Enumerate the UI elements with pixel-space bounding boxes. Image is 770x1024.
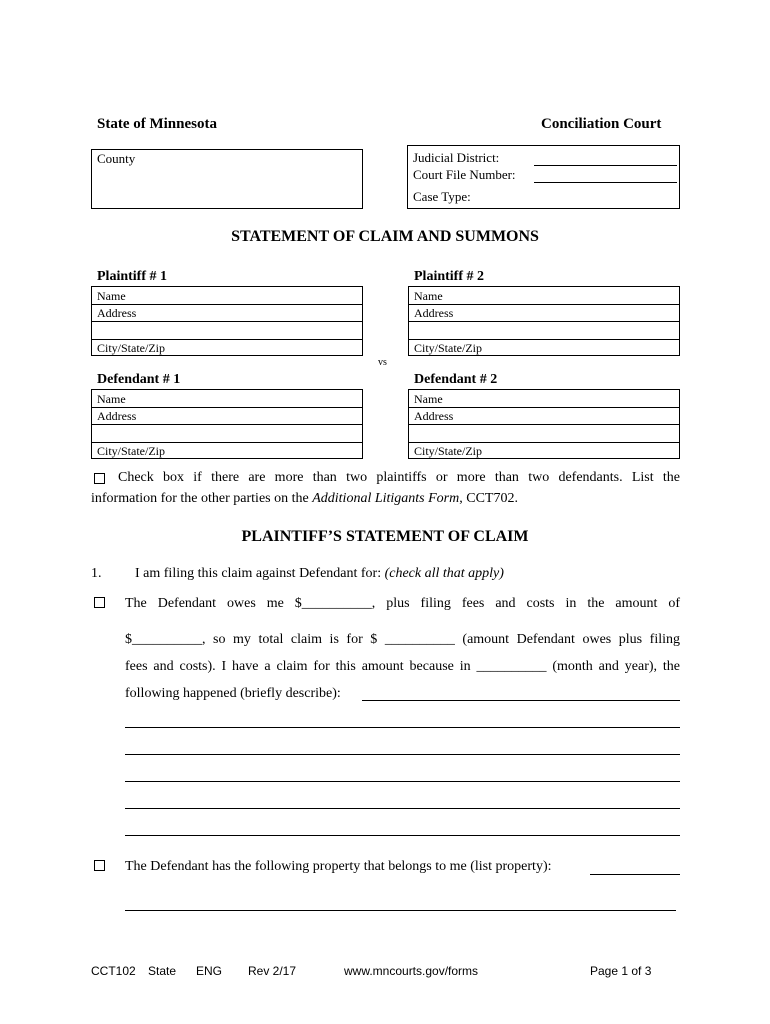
- plaintiff1-heading: Plaintiff # 1: [97, 269, 167, 284]
- judicial-district-field[interactable]: [534, 165, 677, 166]
- county-label: County: [97, 151, 136, 166]
- defendant2-box: [408, 389, 680, 459]
- case-type-label: Case Type:: [413, 189, 471, 204]
- plaintiff2-name-label: Name: [414, 289, 443, 303]
- describe-line[interactable]: [125, 754, 680, 755]
- more-parties-line2-post: , CCT702.: [459, 491, 518, 506]
- money-claim-checkbox[interactable]: [94, 597, 105, 608]
- plaintiff1-name-label: Name: [97, 289, 126, 303]
- describe-line[interactable]: [125, 727, 680, 728]
- describe-field-line[interactable]: [362, 700, 680, 701]
- vs-label: vs: [378, 357, 387, 368]
- court-heading: Conciliation Court: [541, 116, 662, 132]
- property-field-line[interactable]: [590, 874, 680, 875]
- state-heading: State of Minnesota: [97, 116, 217, 132]
- property-claim-line1: The Defendant has the following property that belongs to me (list property):: [125, 859, 552, 874]
- defendant2-heading: Defendant # 2: [414, 372, 498, 387]
- plaintiff2-heading: Plaintiff # 2: [414, 269, 484, 284]
- item1-text-main: I am filing this claim against Defendant for:: [135, 566, 385, 581]
- judicial-district-label: Judicial District:: [413, 150, 500, 165]
- defendant1-box: [91, 389, 363, 459]
- footer-url[interactable]: www.mncourts.gov/forms: [344, 964, 479, 978]
- footer-form-code: CCT102: [91, 964, 136, 978]
- page-title: STATEMENT OF CLAIM AND SUMMONS: [231, 228, 539, 245]
- plaintiff1-city-label: City/State/Zip: [97, 341, 165, 355]
- defendant2-name-label: Name: [414, 392, 443, 406]
- footer-state: State: [148, 964, 177, 978]
- defendant1-city-label: City/State/Zip: [97, 444, 165, 458]
- case-info-box: [407, 145, 680, 209]
- more-parties-checkbox[interactable]: [94, 473, 105, 484]
- plaintiff2-address-label: Address: [414, 306, 454, 320]
- describe-line[interactable]: [125, 808, 680, 809]
- court-file-number-label: Court File Number:: [413, 167, 516, 182]
- property-claim-checkbox[interactable]: [94, 860, 105, 871]
- defendant2-address-label: Address: [414, 409, 454, 423]
- defendant1-name-label: Name: [97, 392, 126, 406]
- money-claim-line4: following happened (briefly describe):: [125, 686, 341, 701]
- money-claim-line3: fees and costs). I have a claim for this amount because in __________ (month and year), the: [125, 659, 680, 674]
- defendant1-heading: Defendant # 1: [97, 372, 181, 387]
- county-field[interactable]: [91, 149, 363, 209]
- court-file-number-field[interactable]: [534, 182, 677, 183]
- money-claim-line1: The Defendant owes me $__________, plus filing fees and costs in the amount of: [125, 596, 680, 611]
- item1-number: 1.: [91, 566, 102, 581]
- footer-page-number: Page 1 of 3: [590, 964, 652, 978]
- plaintiff2-city-label: City/State/Zip: [414, 341, 482, 355]
- defendant2-city-label: City/State/Zip: [414, 444, 482, 458]
- plaintiff1-box: [91, 286, 363, 356]
- more-parties-line2-pre: information for the other parties on the: [91, 491, 313, 506]
- footer-language: ENG: [196, 964, 223, 978]
- item1-hint: (check all that apply): [384, 566, 504, 581]
- property-line[interactable]: [125, 910, 676, 911]
- footer-revision: Rev 2/17: [248, 964, 297, 978]
- section-title: PLAINTIFF’S STATEMENT OF CLAIM: [241, 528, 529, 545]
- more-parties-line1: Check box if there are more than two plaintiffs or more than two defendants. List the: [118, 470, 680, 485]
- describe-line[interactable]: [125, 835, 680, 836]
- additional-litigants-form-name: Additional Litigants Form: [312, 491, 460, 506]
- plaintiff2-box: [408, 286, 680, 356]
- item1-text: [135, 566, 504, 582]
- describe-line[interactable]: [125, 781, 680, 782]
- money-claim-line2: $__________, so my total claim is for $ __________ (amount Defendant owes plus filing: [125, 632, 680, 647]
- plaintiff1-address-label: Address: [97, 306, 137, 320]
- more-parties-line2: [91, 491, 518, 507]
- defendant1-address-label: Address: [97, 409, 137, 423]
